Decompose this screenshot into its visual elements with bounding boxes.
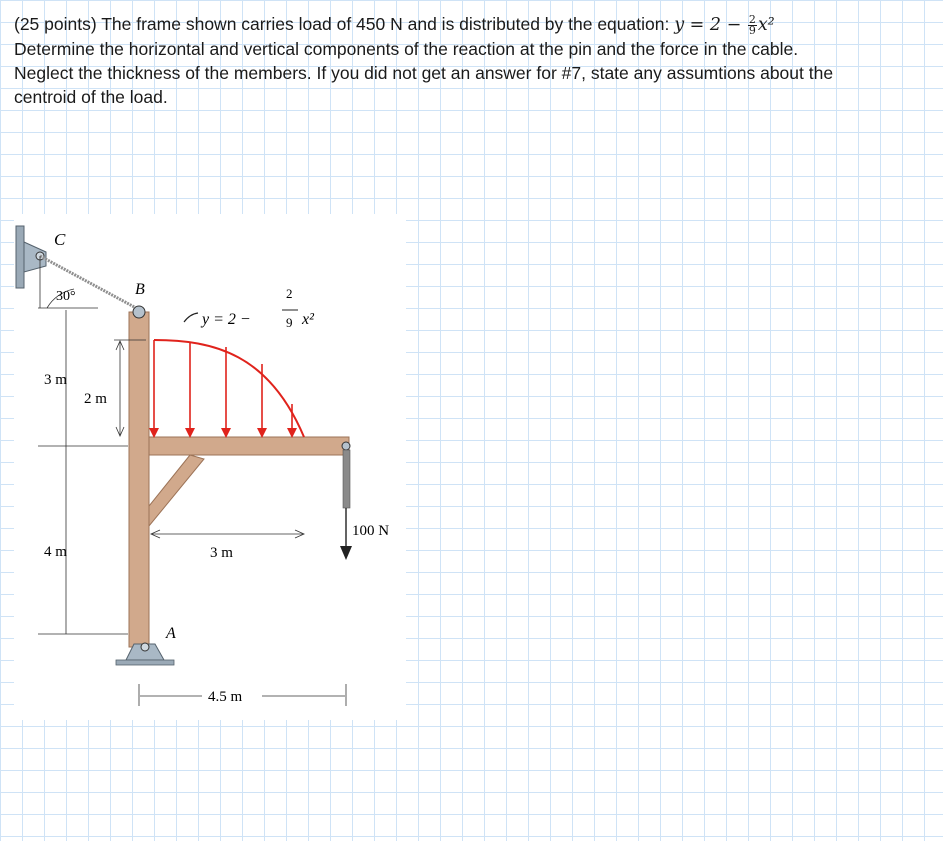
problem-line-3: Neglect the thickness of the members. If you did not get an answer for #7, state any assumtions about the	[14, 63, 834, 83]
equation-rhs: x²	[757, 15, 775, 35]
problem-line-4: centroid of the load.	[14, 87, 168, 107]
frame-figure	[14, 214, 406, 720]
dim-4-5m-label: 4.5 m	[208, 689, 243, 705]
end-pin	[342, 442, 350, 450]
load-curve	[154, 340, 304, 437]
dim-3m-load-label: 3 m	[210, 545, 233, 561]
label-b: B	[135, 281, 145, 298]
curve-equation-rhs: x²	[302, 311, 314, 328]
angle-label: 30°	[56, 289, 76, 304]
curve-fraction-den: 9	[286, 315, 293, 330]
pin-b	[133, 306, 145, 318]
problem-line-1	[14, 12, 939, 37]
problem-intro: (25 points) The frame shown carries load of 450 N and is distributed by the equation:	[14, 14, 675, 34]
equation-leader	[184, 313, 198, 322]
force-arrowhead	[340, 546, 352, 560]
cable	[40, 256, 138, 309]
horizontal-member	[149, 437, 349, 455]
frame-diagram	[14, 214, 406, 720]
equation-lhs: y = 2 −	[674, 15, 747, 35]
pin-support-a	[116, 643, 174, 665]
dim-3m-left-label: 3 m	[44, 372, 67, 388]
problem-statement	[14, 12, 939, 109]
label-c: C	[54, 230, 66, 249]
curve-equation-lhs: y = 2 −	[202, 311, 251, 328]
dim-4m-label: 4 m	[44, 544, 67, 560]
diagonal-brace	[149, 455, 204, 526]
fraction-numerator: 2	[748, 13, 756, 26]
force-label: 100 N	[352, 523, 390, 539]
label-a: A	[166, 625, 176, 642]
fraction-denominator: 9	[748, 24, 756, 37]
dim-2m-label: 2 m	[84, 391, 107, 407]
problem-line-2: Determine the horizontal and vertical components of the reaction at the pin and the force in the cable.	[14, 39, 799, 59]
curve-fraction-num: 2	[286, 286, 293, 301]
hanging-chain	[343, 450, 350, 508]
load-equation	[674, 15, 775, 35]
equation-fraction	[748, 15, 757, 36]
vertical-member	[129, 312, 149, 647]
